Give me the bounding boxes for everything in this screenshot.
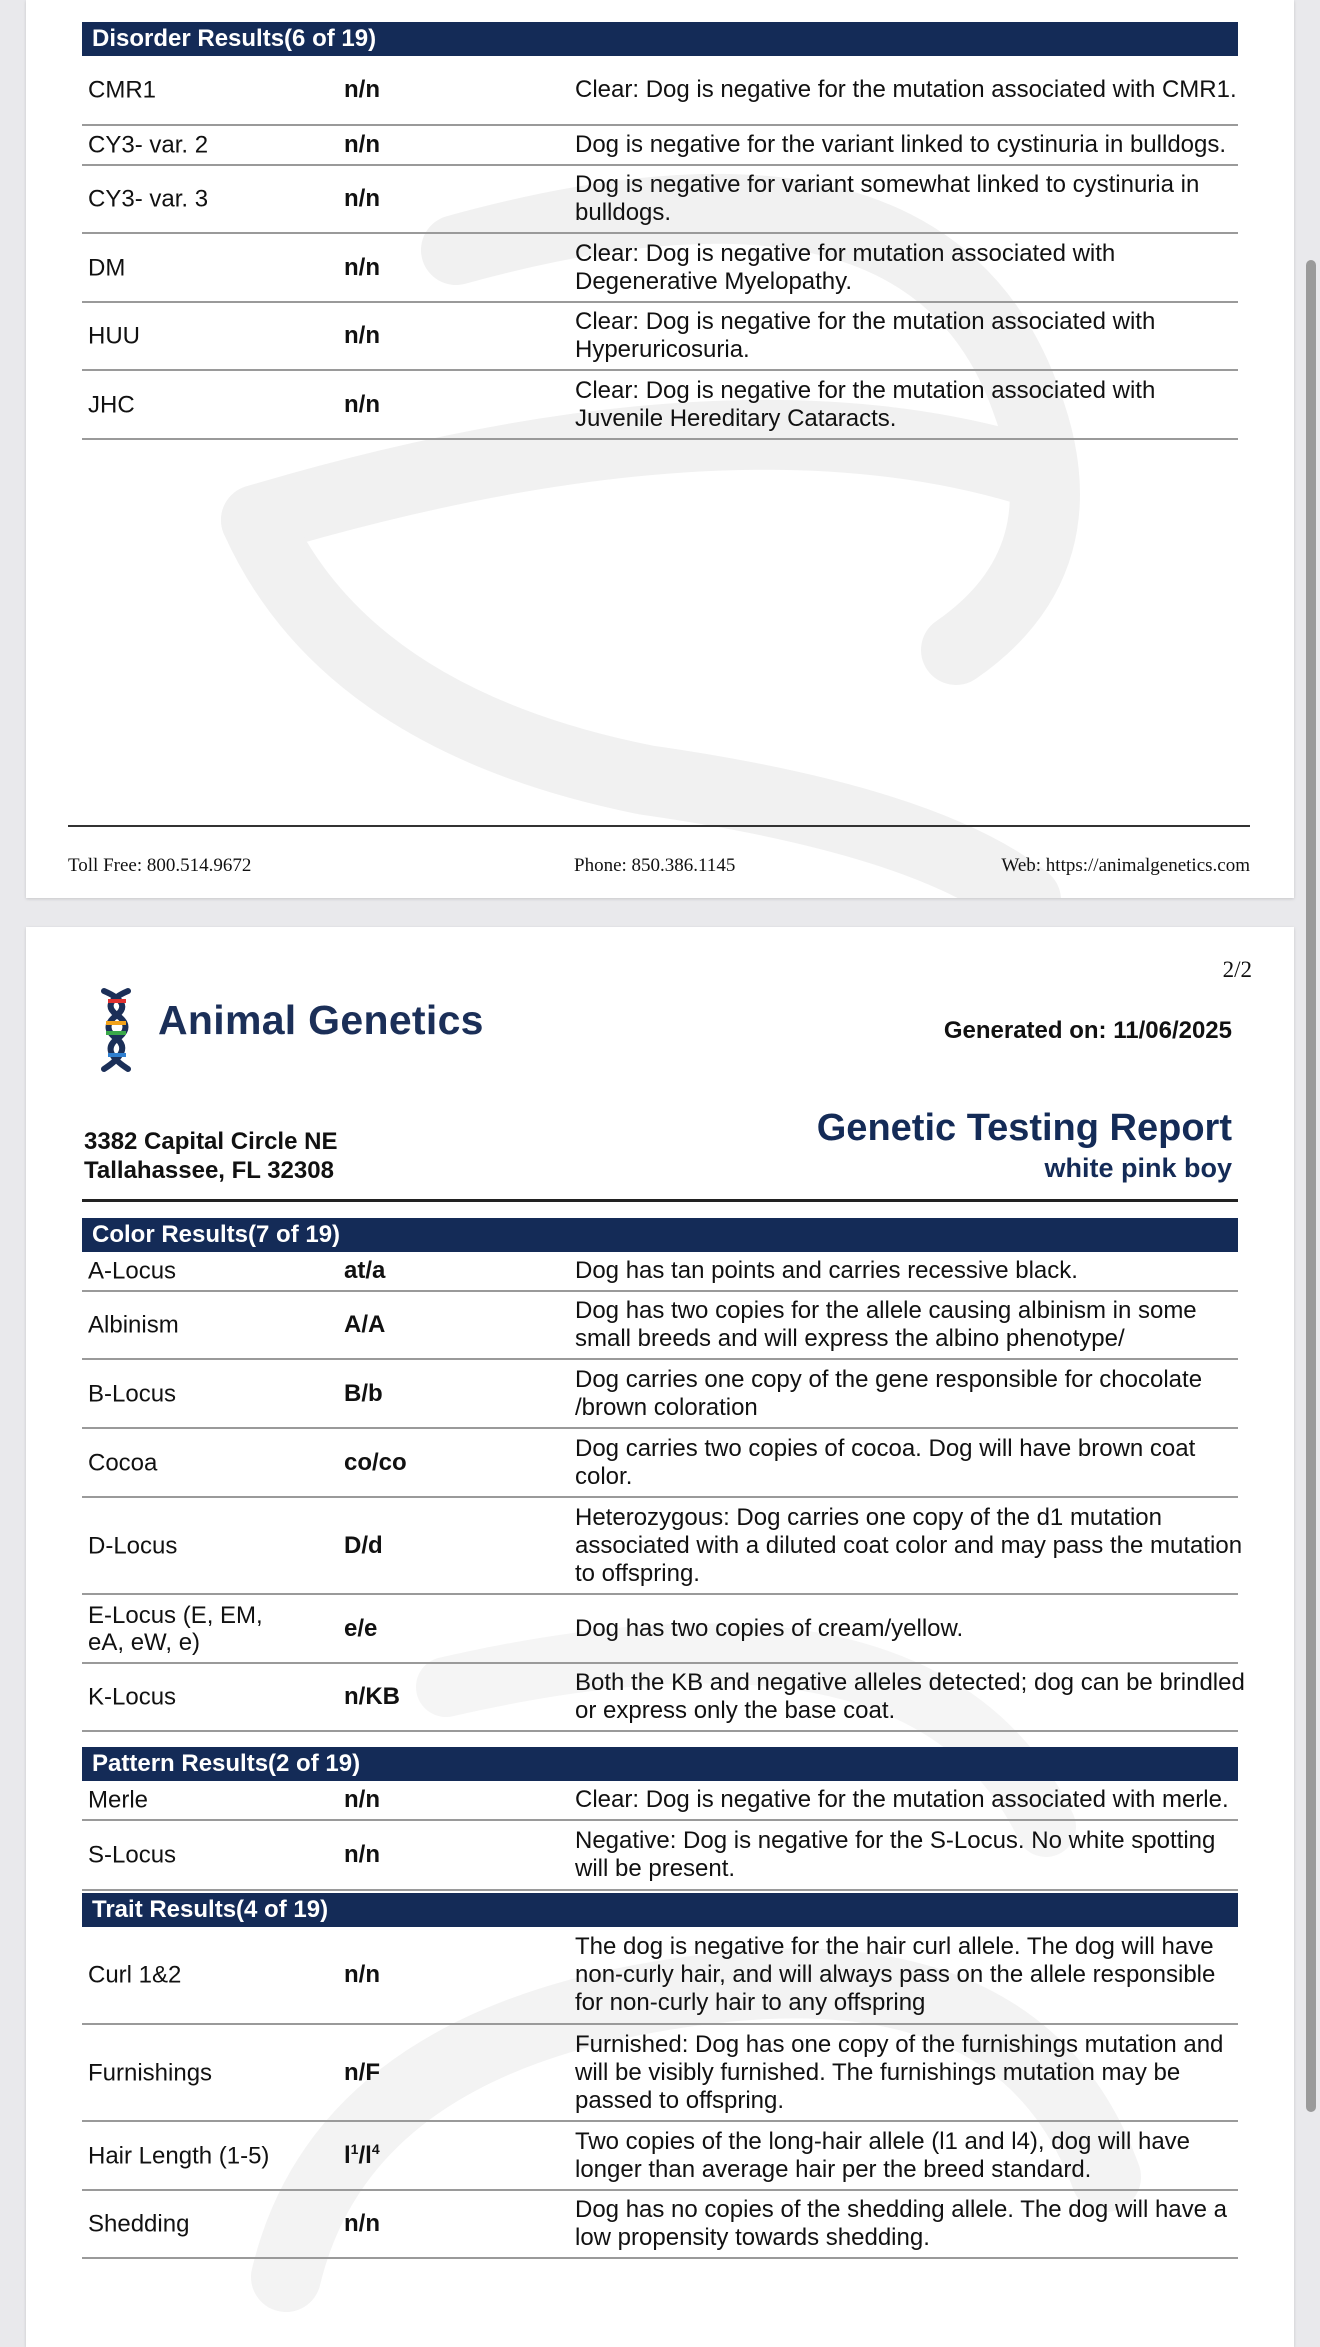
page-number: 2/2 xyxy=(1222,957,1252,982)
genotype-allele-2: /l xyxy=(358,2141,372,2169)
table-row xyxy=(82,2122,1238,2191)
trait-name: Hair Length (1-5) xyxy=(88,2142,270,2169)
result-description: Two copies of the long-hair allele (l1 and l4), dog will have longer than average hair per the breed standard. xyxy=(575,2127,1191,2183)
result-description: Clear: Dog is negative for mutation associated with Degenerative Myelopathy. xyxy=(575,239,1116,295)
genotype: n/n xyxy=(344,1786,380,1813)
footer-web: Web: https://animalgenetics.com xyxy=(1001,855,1250,876)
result-description: Dog carries one copy of the gene responsible for chocolate /brown coloration xyxy=(575,1365,1203,1421)
genotype: n/n xyxy=(344,1841,380,1868)
genotype: n/F xyxy=(344,2058,380,2086)
pattern-table xyxy=(82,1781,1238,1891)
genotype: D/d xyxy=(344,1531,383,1559)
section-header-color: Color Results(7 of 19) xyxy=(82,1218,1238,1252)
section-header-trait: Trait Results(4 of 19) xyxy=(82,1893,1238,1927)
address-line-1: 3382 Capital Circle NE xyxy=(84,1128,338,1155)
trait-name: Furnishings xyxy=(88,2059,213,2086)
trait-name: Albinism xyxy=(88,1311,179,1339)
disorder-table xyxy=(82,56,1238,440)
trait-name: Curl 1&2 xyxy=(88,1961,182,1989)
result-description: Dog is negative for the variant linked to cystinuria in bulldogs. xyxy=(575,131,1227,158)
footer-toll-free: Toll Free: 800.514.9672 xyxy=(68,855,252,876)
report-title: Genetic Testing Report xyxy=(816,1107,1232,1149)
genotype: n/n xyxy=(344,322,380,349)
result-description: Clear: Dog is negative for the mutation associated with CMR1. xyxy=(575,76,1237,103)
footer-divider xyxy=(68,825,1250,827)
result-description: Both the KB and negative alleles detected; dog can be brindled or express only the base coat. xyxy=(575,1669,1245,1724)
trait-name: CY3- var. 2 xyxy=(88,131,209,159)
brand-logo xyxy=(92,985,532,1075)
result-description: Dog has two copies of cream/yellow. xyxy=(575,1614,964,1642)
genotype: n/n xyxy=(344,390,380,418)
genotype: e/e xyxy=(344,1614,378,1642)
footer-phone: Phone: 850.386.1145 xyxy=(574,855,736,876)
table-row xyxy=(82,2025,1238,2122)
section-header-disorder: Disorder Results(6 of 19) xyxy=(82,22,1238,56)
table-row xyxy=(82,56,1238,126)
genotype: at/a xyxy=(344,1257,386,1284)
header-divider xyxy=(82,1199,1238,1202)
result-description: Dog has two copies for the allele causing albinism in some small breeds and will express the albino phenotype/ xyxy=(575,1297,1197,1352)
genotype: B/b xyxy=(344,1379,383,1407)
trait-name: Shedding xyxy=(88,2210,190,2238)
result-description: Negative: Dog is negative for the S-Locus. No white spotting will be present. xyxy=(575,1827,1216,1882)
genotype: n/n xyxy=(344,253,380,281)
trait-name: K-Locus xyxy=(88,1683,177,1711)
trait-name: JHC xyxy=(88,391,135,418)
address-line-2: Tallahassee, FL 32308 xyxy=(84,1157,334,1184)
trait-name: Cocoa xyxy=(88,1449,158,1476)
result-description: Dog has tan points and carries recessive black. xyxy=(575,1257,1078,1284)
result-description: Furnished: Dog has one copy of the furnishings mutation and will be visibly furnished. The furnishings mutation may be passed to offspring. xyxy=(575,2030,1224,2114)
report-page-1 xyxy=(26,0,1294,898)
genotype-allele-1: l xyxy=(344,2141,351,2169)
genotype: n/KB xyxy=(344,1683,400,1710)
trait-name: D-Locus xyxy=(88,1532,178,1559)
color-table xyxy=(82,1252,1245,1732)
table-row xyxy=(82,1252,1238,1292)
result-description: Dog is negative for variant somewhat linked to cystinuria in bulldogs. xyxy=(575,171,1200,226)
table-row xyxy=(82,1360,1238,1429)
trait-table xyxy=(82,1927,1238,2259)
genotype: n/n xyxy=(344,131,380,158)
genotype: n/n xyxy=(344,76,380,103)
table-row xyxy=(82,371,1238,440)
section-header-pattern: Pattern Results(2 of 19) xyxy=(82,1747,1238,1781)
table-row xyxy=(82,1927,1238,2025)
trait-name: HUU xyxy=(88,322,140,350)
table-row xyxy=(82,1498,1243,1595)
table-row xyxy=(82,303,1238,371)
result-description: Clear: Dog is negative for the mutation associated with Hyperuricosuria. xyxy=(575,308,1156,363)
result-description: Dog has no copies of the shedding allele. The dog will have a low propensity towards shedding. xyxy=(575,2196,1227,2251)
table-row xyxy=(82,166,1238,234)
genotype-allele-1-sup: 1 xyxy=(350,2140,359,2157)
table-row xyxy=(82,1664,1245,1732)
table-row xyxy=(82,234,1238,303)
trait-name: Merle xyxy=(88,1786,149,1814)
dog-name: white pink boy xyxy=(1044,1153,1232,1183)
table-row xyxy=(82,1821,1238,1891)
genotype-allele-2-sup: 4 xyxy=(371,2140,380,2157)
trait-name: B-Locus xyxy=(88,1380,177,1407)
trait-name: S-Locus xyxy=(88,1841,177,1869)
result-description: Heterozygous: Dog carries one copy of the d1 mutation associated with a diluted coat color and may pass the mutation to offspring. xyxy=(575,1503,1243,1587)
genotype: n/n xyxy=(344,1961,380,1988)
result-description: Clear: Dog is negative for the mutation associated with merle. xyxy=(575,1786,1229,1813)
trait-name: A-Locus xyxy=(88,1257,177,1285)
table-row xyxy=(82,126,1238,166)
result-description: Dog carries two copies of cocoa. Dog will have brown coat color. xyxy=(575,1434,1196,1490)
genotype: co/co xyxy=(344,1448,407,1476)
table-row xyxy=(82,1292,1238,1360)
table-row xyxy=(82,1781,1238,1821)
result-description: The dog is negative for the hair curl allele. The dog will have non-curly hair, and will always pass on the allele responsible for non-curly hair to any offspring xyxy=(575,1933,1216,2016)
genotype: A/A xyxy=(344,1311,386,1338)
result-description: Clear: Dog is negative for the mutation associated with Juvenile Hereditary Cataracts. xyxy=(575,376,1156,432)
genotype xyxy=(344,2142,380,2170)
scrollbar[interactable] xyxy=(1306,260,1316,2112)
trait-name: DM xyxy=(88,254,126,281)
trait-name: CMR1 xyxy=(88,76,157,104)
table-row xyxy=(82,1595,1238,1664)
dna-helix-icon xyxy=(92,985,142,1075)
genotype: n/n xyxy=(344,2210,380,2237)
trait-name: E-Locus (E, EM, eA, eW, e) xyxy=(88,1601,263,1656)
table-row xyxy=(82,1429,1238,1498)
generated-date: Generated on: 11/06/2025 xyxy=(943,1017,1232,1044)
table-row xyxy=(82,2191,1238,2259)
genotype: n/n xyxy=(344,185,380,212)
brand-name: Animal Genetics xyxy=(158,997,484,1043)
report-page-2 xyxy=(26,927,1294,2347)
trait-name: CY3- var. 3 xyxy=(88,185,209,213)
lab-address xyxy=(84,1127,337,1185)
